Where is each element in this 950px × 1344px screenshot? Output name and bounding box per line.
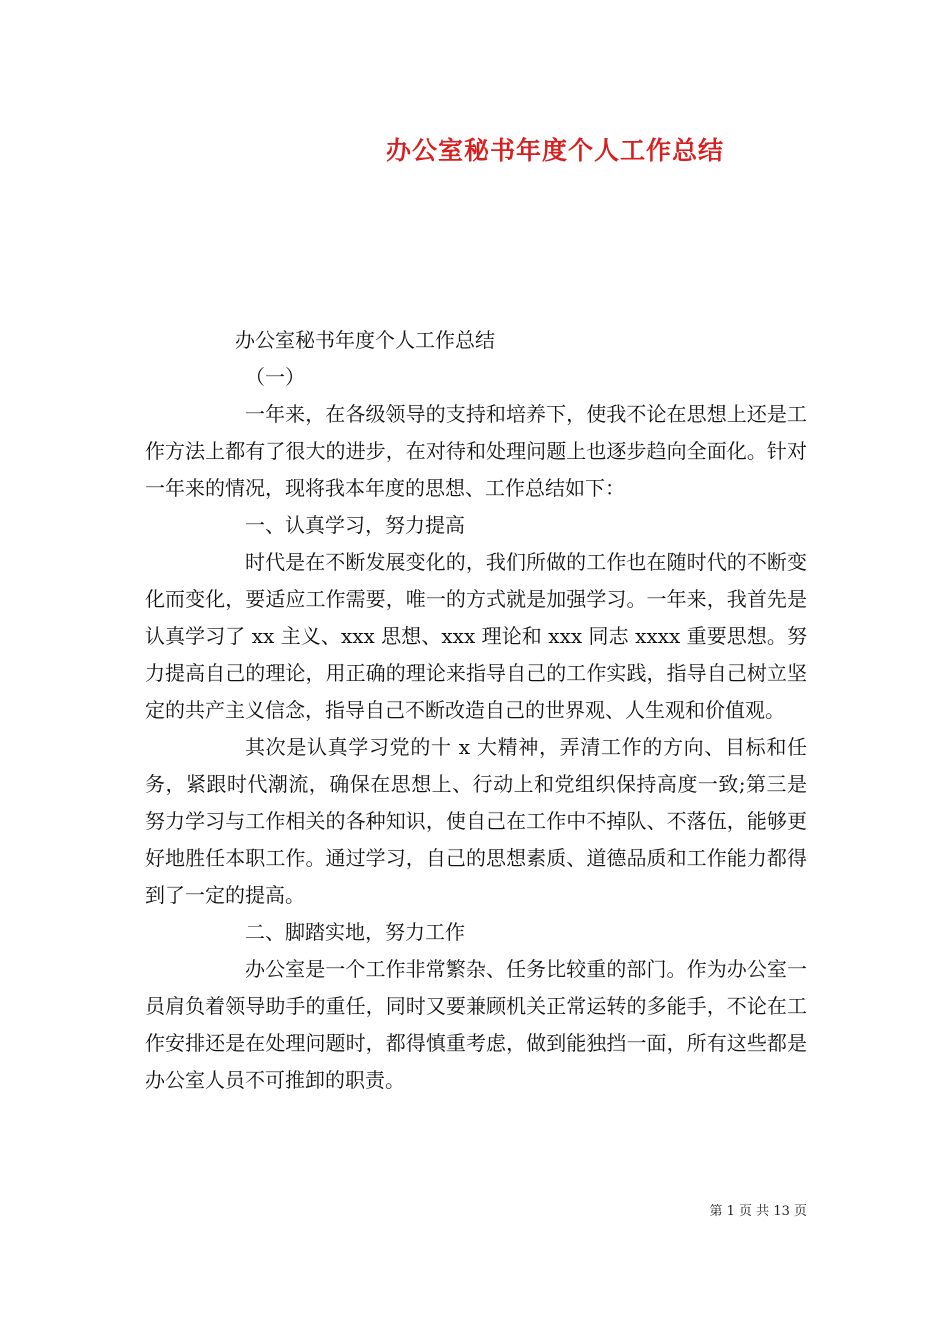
section-heading-study: 一、认真学习，努力提高	[245, 513, 465, 537]
document-subtitle: 办公室秘书年度个人工作总结	[235, 328, 495, 352]
section-heading-work: 二、脚踏实地，努力工作	[245, 920, 465, 944]
document-title: 办公室秘书年度个人工作总结	[385, 136, 724, 165]
part-number: （一）	[245, 365, 305, 389]
paragraph-study-1: 时代是在不断发展变化的，我们所做的工作也在随时代的不断变化而变化，要适应工作需要，唯一的方式就是加强学习。一年来，我首先是认真学习了 xx 主义、xxx 思想、xxx 理论和 xxx 同志 xxxx 重要思想。努力提高自己的理论，用正确的理论来指导自己的工作实践，指导自己树立坚定的共产主义信念，指导自己不断改造自己的世界观、人生观和价值观。	[145, 550, 807, 722]
paragraph-work-1: 办公室是一个工作非常繁杂、任务比较重的部门。作为办公室一员肩负着领导助手的重任，同时又要兼顾机关正常运转的多能手，不论在工作安排还是在处理问题时，都得慎重考虑，做到能独挡一面，所有这些都是办公室人员不可推卸的职责。	[145, 957, 807, 1092]
document-body	[145, 322, 807, 1099]
paragraph-study-2: 其次是认真学习党的十 x 大精神，弄清工作的方向、目标和任务，紧跟时代潮流，确保在思想上、行动上和党组织保持高度一致;第三是努力学习与工作相关的各种知识，使自己在工作中不掉队、不落伍，能够更好地胜任本职工作。通过学习，自己的思想素质、道德品质和工作能力都得到了一定的提高。	[145, 735, 807, 907]
page-number-footer: 第 1 页 共 13 页	[709, 1204, 807, 1219]
paragraph-intro: 一年来，在各级领导的支持和培养下，使我不论在思想上还是工作方法上都有了很大的进步，在对待和处理问题上也逐步趋向全面化。针对一年来的情况，现将我本年度的思想、工作总结如下：	[145, 402, 807, 500]
